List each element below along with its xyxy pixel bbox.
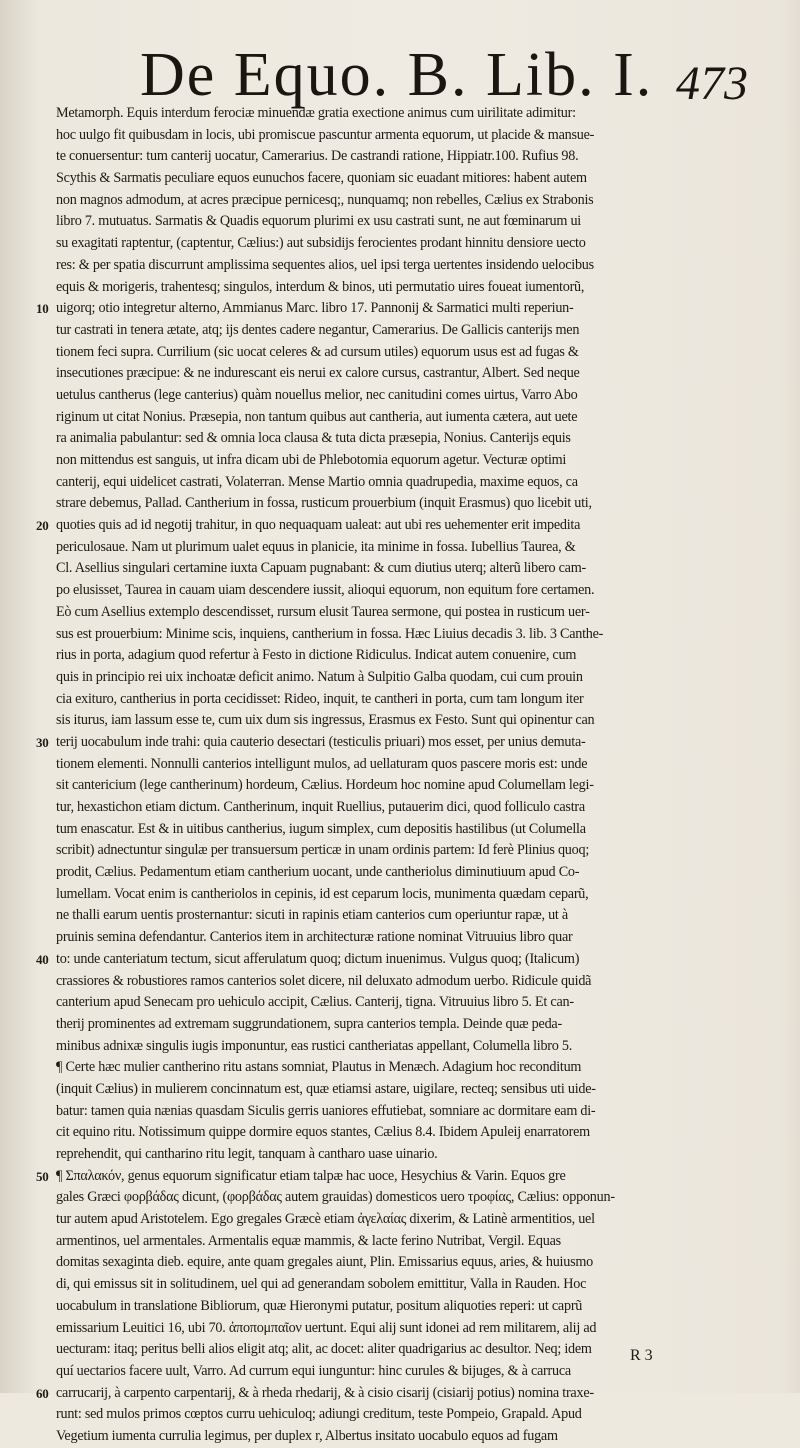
- text-line: [36, 1231, 766, 1253]
- line-text: therij prominentes ad extremam suggrundationem, supra canterios templa. Deinde quæ peda-: [56, 1015, 562, 1032]
- folio-number: 473: [676, 57, 748, 110]
- text-line: [36, 255, 766, 277]
- line-text: domitas sexaginta dieb. equire, ante quam gregales aiunt, Plin. Emissarius equus, aries, & huiusmo: [56, 1254, 593, 1271]
- text-line: [36, 819, 766, 841]
- text-line: [36, 754, 766, 776]
- text-line: [36, 537, 766, 559]
- line-text: insecutiones præcipue: & ne indurescant eis nerui ex calore cursus, castrantur, Albert. Sed neque: [56, 365, 580, 382]
- text-line: [36, 732, 766, 754]
- text-line: [36, 320, 766, 342]
- text-line: [36, 1144, 766, 1166]
- text-line: [36, 1101, 766, 1123]
- text-line: [36, 1187, 766, 1209]
- text-line: [36, 905, 766, 927]
- text-line: [36, 710, 766, 732]
- text-line: [36, 125, 766, 147]
- line-text: sit cantericium (lege cantherinum) hordeum, Cælius. Hordeum hoc nomine apud Columellam legi-: [56, 777, 594, 794]
- text-line: [36, 689, 766, 711]
- text-line: [36, 1166, 766, 1188]
- line-text: tur castrati in tenera ætate, atq; ijs dentes cadere negantur, Camerarius. De Gallicis canterijs men: [56, 321, 580, 338]
- line-text: pruinis semina defendantur. Canterios item in architecturæ ratione nominat Vitruuius libro quar: [56, 929, 573, 946]
- text-line: [36, 624, 766, 646]
- line-text: uecturam: itaq; peritus belli alios eligit atq; alit, ac docet: aliter quadrigarius ac desultor. Neq; idem: [56, 1341, 592, 1358]
- line-number: 10: [36, 301, 49, 317]
- line-number: 50: [36, 1168, 49, 1184]
- running-head: De Equo. B. Lib. I.: [140, 41, 654, 109]
- line-text: riginum ut citat Nonius. Præsepia, non tantum quibus aut cantheria, aut iumenta cætera, aut uete: [56, 408, 578, 425]
- line-text: canterium apud Senecam pro uehiculo accipit, Cælius. Canterij, tigna. Vitruuius libro 5. Et can-: [56, 994, 574, 1011]
- line-text: libro 7. mutuatus. Sarmatis & Quadis equorum plurimi ex usu castrati sunt, ne aut fœminarum ui: [56, 213, 581, 230]
- body-text: [36, 103, 766, 1448]
- text-line: [36, 949, 766, 971]
- text-line: [36, 884, 766, 906]
- text-line: [36, 1014, 766, 1036]
- line-text: rius in porta, adagium quod refertur à Festo in dictione Ridiculus. Indicat autem conuenire, cum: [56, 647, 577, 664]
- text-line: [36, 1274, 766, 1296]
- text-line: [36, 450, 766, 472]
- line-text: quoties quis ad id negotij trahitur, in quo nequaquam ualeat: aut ubi res uehementer erit impedita: [56, 517, 581, 534]
- text-line: [36, 407, 766, 429]
- text-line: [36, 1036, 766, 1058]
- text-line: [36, 971, 766, 993]
- line-number: 30: [36, 734, 49, 750]
- text-line: [36, 602, 766, 624]
- text-line: [36, 342, 766, 364]
- text-line: [36, 927, 766, 949]
- line-text: canterij, equi uidelicet castrati, Volaterran. Mense Martio omnia quadrupedia, maxime equos, ca: [56, 473, 578, 490]
- text-line: [36, 1361, 766, 1383]
- line-text: di, qui emissus sit in solitudinem, uel qui ad generandam sobolem emittitur, Valla in Rauden. Hoc: [56, 1276, 587, 1293]
- line-text: periculosaue. Nam ut plurimum ualet equus in planicie, ita minime in fossa. Iubellius Taurea, &: [56, 538, 576, 555]
- line-text: to: unde canteriatum tectum, sicut afferulatum quoq; dictum inuenimus. Vulgus quoq; (Italicum): [56, 950, 580, 967]
- line-text: tionem elementi. Nonnulli canterios intelligunt mulos, ad uellaturam quos pascere moris est: unde: [56, 755, 588, 772]
- line-text: cit equino ritu. Notissimum quippe dormire equos stantes, Cælius 8.4. Ibidem Apuleij enarratorem: [56, 1124, 590, 1141]
- text-line: [36, 840, 766, 862]
- line-text: uocabulum in translatione Bibliorum, quæ Hieronymi putatur, positum aliquoties reperi: ut caprũ: [56, 1297, 583, 1314]
- line-text: cia exituro, cantherius in porta cecidisset: Rideo, inquit, te cantheri in porta, cum tam longum iter: [56, 690, 584, 707]
- line-text: ne thalli earum uentis prosternantur: sicuti in rapinis etiam canterios cum operiuntur rapæ, ut à: [56, 907, 568, 924]
- text-line: [36, 428, 766, 450]
- line-text: su exagitati raptentur, (captentur, Cælius:) aut subsidijs ferocientes prodant hinnitu densiore uecto: [56, 235, 586, 252]
- text-line: [36, 298, 766, 320]
- text-line: [36, 1057, 766, 1079]
- text-line: [36, 1209, 766, 1231]
- line-text: reprehendit, qui cantharino ritu legit, tanquam à cantharo uase uinario.: [56, 1146, 438, 1162]
- text-line: [36, 277, 766, 299]
- line-text: quí uectarios facere uult, Varro. Ad currum equi iunguntur: hinc curules & bijuges, & à carruca: [56, 1362, 571, 1379]
- text-line: [36, 797, 766, 819]
- text-line: [36, 1296, 766, 1318]
- line-text: non magnos admodum, at acres præcipue pernicesq;, nunquamq; non rebelles, Cælius ex Strabonis: [56, 191, 594, 208]
- text-line: [36, 493, 766, 515]
- text-line: [36, 1404, 766, 1426]
- line-text: Vegetium iumenta currulia legimus, per duplex r, Albertus insitato uocabulo equos ad fugam: [56, 1427, 558, 1444]
- line-text: terij uocabulum inde trahi: quia cauterio desectari (testiculis priuari) mos esset, per unius demuta-: [56, 733, 586, 750]
- line-text: sis iturus, iam lassum esse te, cum uix dum sis ingressus, Erasmus ex Festo. Sunt qui opinentur can: [56, 712, 595, 729]
- text-line: [36, 1079, 766, 1101]
- line-text: minibus adnixæ singulis iugis imponuntur, eas rustici cantheriatas appellant, Columella libro 5.: [56, 1037, 573, 1054]
- line-text: batur: tamen quia nænias quasdam Siculis gerris uaniores effutiebat, somniare ac dormitare eam di-: [56, 1102, 596, 1119]
- text-line: [36, 1383, 766, 1405]
- line-text: ra animalia pabulantur: sed & omnia loca clausa & tuta dicta præsepia, Nonius. Canterijs equis: [56, 430, 571, 447]
- line-text: Eò cum Asellius extemplo descendisset, rursum elusit Taurea sermone, qui postea in rusticum uer-: [56, 603, 590, 620]
- line-text: non mittendus est sanguis, ut infra dicam ubi de Phlebotomia equorum agetur. Vecturæ optimi: [56, 452, 567, 468]
- line-number: 60: [36, 1385, 49, 1401]
- line-text: scribit) adnectuntur singulæ per transuersum perticæ in unam ordinis partem: Id ferè Plinius quoq;: [56, 842, 590, 859]
- text-line: [36, 667, 766, 689]
- line-text: res: & per spatia discurrunt amplissima sequentes alios, uel ipsi terga uertentes insidendo uelocibus: [56, 256, 594, 273]
- text-line: [36, 385, 766, 407]
- line-text: tur, hexastichon etiam dictum. Cantherinum, inquit Ruellius, putauerim dici, quod folliculo castra: [56, 799, 585, 815]
- line-text: tionem feci supra. Currilium (sic uocat celeres & ad cursum utiles) equorum usus est ad fugas &: [56, 343, 579, 360]
- line-text: hoc uulgo fit quibusdam in locis, ubi promiscue pascuntur armenta equorum, ut placide & mansue-: [56, 126, 595, 143]
- text-line: [36, 775, 766, 797]
- text-line: [36, 1318, 766, 1340]
- signature-mark: R 3: [630, 1347, 653, 1364]
- line-text: Metamorph. Equis interdum ferociæ minuendæ gratia exectione animus cum uirilitate adimitur:: [56, 105, 576, 121]
- text-line: [36, 515, 766, 537]
- line-text: te conuersentur: tum canterij uocatur, Camerarius. De castrandi ratione, Hippiatr.100. Rufius 98.: [56, 148, 579, 165]
- line-text: strare debemus, Pallad. Cantherium in fossa, rusticum prouerbium (inquit Erasmus) quo licebit uti,: [56, 495, 592, 512]
- line-text: ¶ Σπαλακόν, genus equorum significatur etiam talpæ hac uoce, Hesychius & Varin. Equos gre: [56, 1167, 566, 1184]
- line-text: Cl. Asellius singulari certamine iuxta Capuam pugnabant: & cum diutius uterq; alterũ libero cam-: [56, 560, 586, 577]
- text-line: [36, 558, 766, 580]
- line-text: gales Græci φορβάδας dicunt, (φορβάδας autem grauidas) domesticos uero τροφίας, Cælius: opponun-: [56, 1189, 615, 1206]
- line-text: carrucarij, à carpento carpentarij, & à rheda rhedarij, & à cisio cisarij (cisiarij potius) nomina traxe-: [56, 1384, 594, 1401]
- text-line: [36, 233, 766, 255]
- text-line: [36, 992, 766, 1014]
- line-text: equis & morigeris, trahentesq; singulos, interdum & binos, uti permutatio uires foueat iumentorũ,: [56, 278, 585, 295]
- text-line: [36, 1252, 766, 1274]
- line-text: sus est prouerbium: Minime scis, inquiens, cantherium in fossa. Hæc Liuius decadis 3. lib. 3 Canthe-: [56, 625, 604, 642]
- text-line: [36, 146, 766, 168]
- line-text: tur autem apud Aristotelem. Ego gregales Græcè etiam ἀγελαίας dixerim, & Latinè armentitios, uel: [56, 1211, 595, 1228]
- text-line: [36, 103, 766, 125]
- line-text: tum enascatur. Est & in uitibus cantherius, iugum simplex, cum depositis hastilibus (ut Columella: [56, 820, 586, 837]
- text-line: [36, 1426, 766, 1448]
- line-text: uigorq; otio integretur alterno, Ammianus Marc. libro 17. Pannonij & Sarmatici multi reperiun-: [56, 300, 574, 317]
- text-line: [36, 168, 766, 190]
- line-text: ¶ Certe hæc mulier cantherino ritu astans somniat, Plautus in Menæch. Adagium hoc reconditum: [56, 1059, 582, 1076]
- line-text: uetulus cantherus (lege canterius) quàm nouellus melior, nec canitudini comes uirtus, Varro Abo: [56, 386, 578, 403]
- line-text: armentinos, uel armentales. Armentalis equæ mammis, & lacte ferino Nutribat, Vergil. Equas: [56, 1232, 561, 1249]
- line-text: lumellam. Vocat enim is cantheriolos in cepinis, id est ceparum locis, munimenta quædam ceparũ,: [56, 885, 589, 902]
- text-line: [36, 363, 766, 385]
- line-text: po elusisset, Taurea in cauam uiam descendere iussit, alioqui equorum, non equitum fore certamen.: [56, 582, 595, 599]
- line-text: quis in principio rei uix inchoatæ deficit animo. Natum à Sulpitio Galba quodam, cui cum prouin: [56, 668, 583, 685]
- text-line: [36, 1122, 766, 1144]
- line-number: 20: [36, 518, 49, 534]
- text-line: [36, 1339, 766, 1361]
- text-line: [36, 862, 766, 884]
- line-text: (inquit Cælius) in mulierem concinnatum est, quæ etiamsi astare, uigilare, recteq; sensibus uti uide-: [56, 1080, 596, 1097]
- text-line: [36, 645, 766, 667]
- line-number: 40: [36, 951, 49, 967]
- line-text: emissarium Leuitici 16, ubi 70. ἀποπομπαῖον uertunt. Equi alij sunt idonei ad rem militarem, alij ad: [56, 1319, 597, 1336]
- text-line: [36, 580, 766, 602]
- line-text: runt: sed mulos primos cœptos curru uehiculoq; adiungi creditum, teste Pompeio, Grapald. Apud: [56, 1406, 582, 1423]
- line-text: Scythis & Sarmatis peculiare equos eunuchos facere, quoniam sic euadant mitiores: habent autem: [56, 170, 587, 187]
- line-text: prodit, Cælius. Pedamentum etiam cantherium uocant, unde cantheriolus diminutiuum apud Co-: [56, 864, 580, 881]
- line-text: crassiores & robustiores ramos canterios solet dicere, nil deluxato admodum uerbo. Ridicule quidã: [56, 972, 592, 989]
- text-line: [36, 472, 766, 494]
- text-line: [36, 190, 766, 212]
- text-line: [36, 211, 766, 233]
